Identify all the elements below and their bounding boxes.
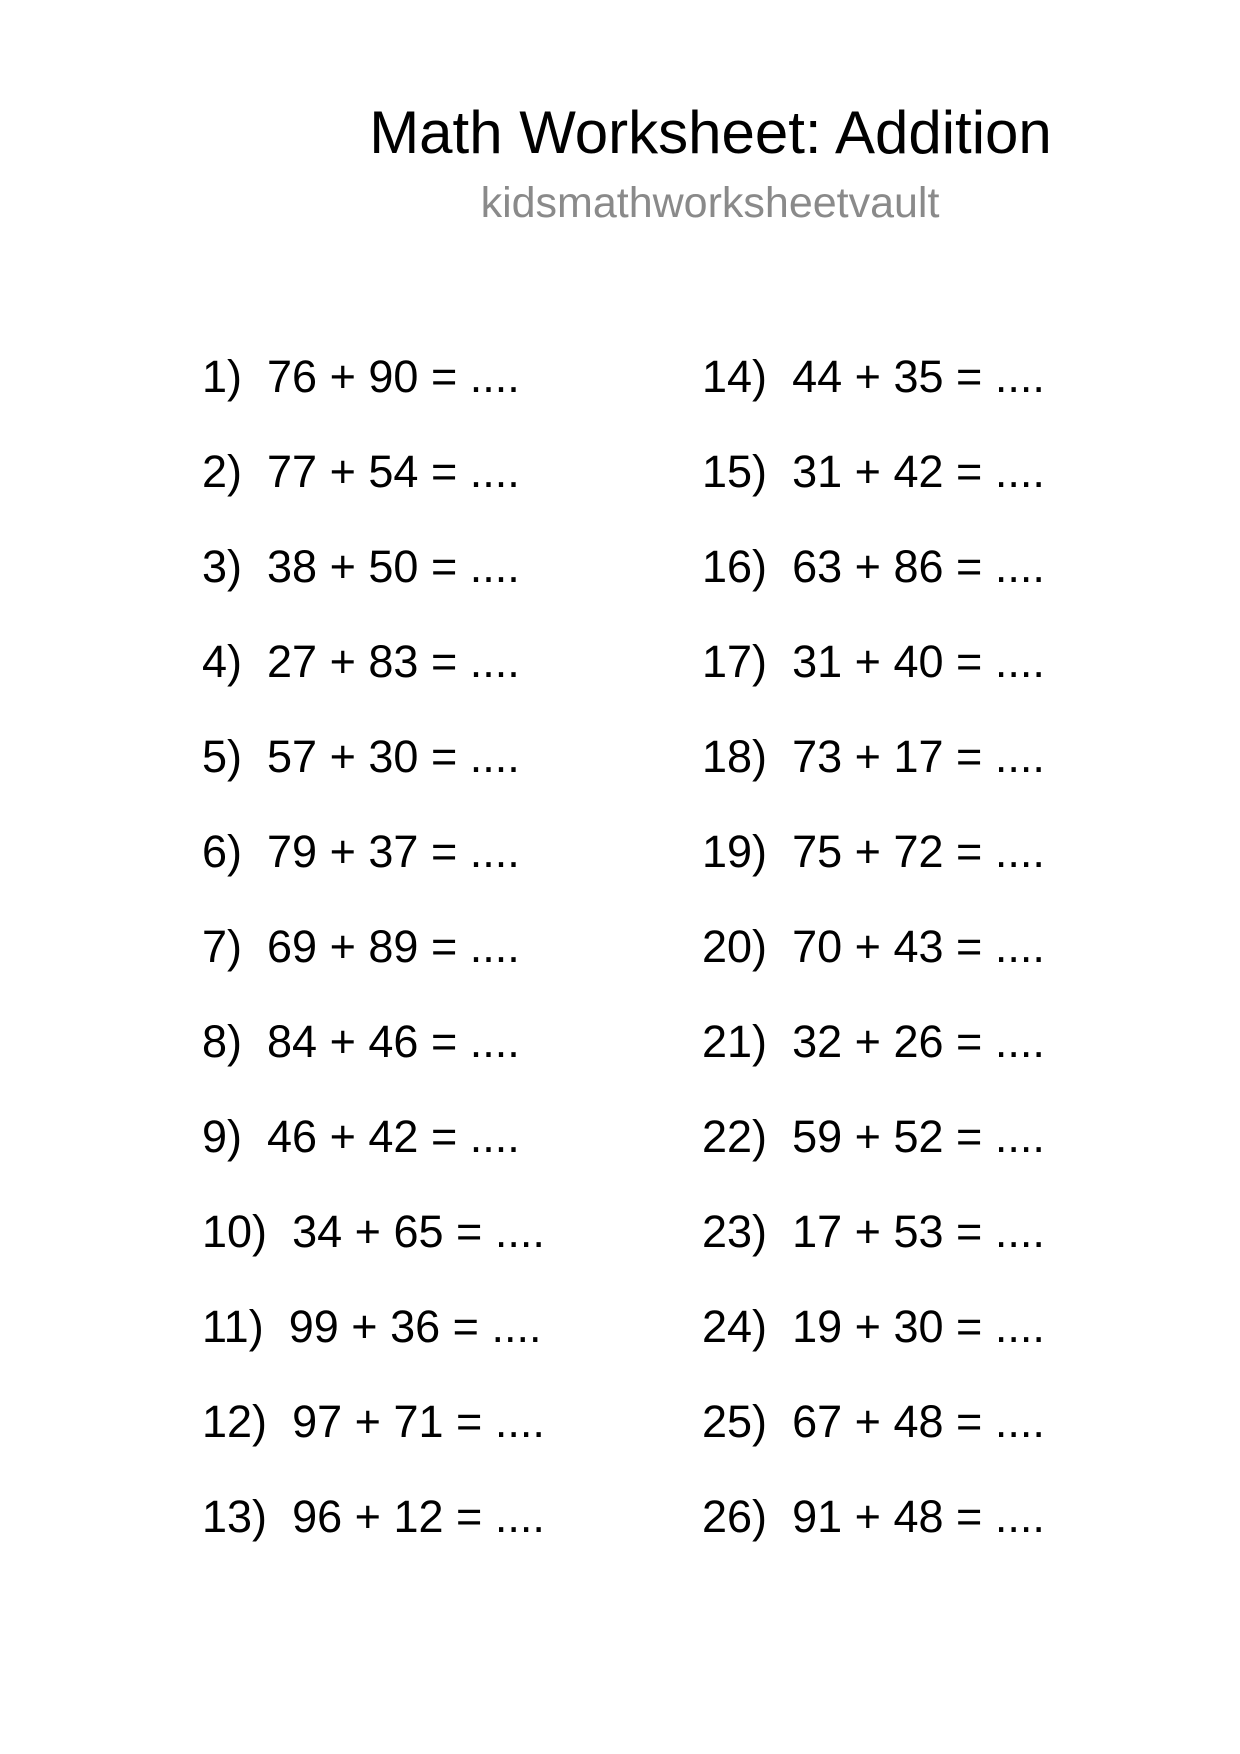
problem-operand-b: 30 — [368, 731, 419, 782]
problem-number: 12) — [202, 1396, 268, 1447]
problem-operand-b: 42 — [893, 446, 944, 497]
problem-equals: = — [430, 446, 458, 497]
problem-operator: + — [854, 1491, 881, 1542]
problem-number: 11) — [202, 1301, 264, 1352]
problem-equals: = — [956, 921, 983, 972]
problem-operand-a: 91 — [792, 1491, 843, 1542]
problem-operator: + — [854, 1396, 881, 1447]
problem-row — [702, 634, 1045, 729]
problem-row — [202, 729, 545, 824]
problem-answer-blank[interactable]: .... — [491, 1301, 542, 1352]
problem-operand-a: 63 — [792, 541, 843, 592]
problem-operand-a: 77 — [267, 446, 318, 497]
problem-answer-blank[interactable]: .... — [494, 1396, 545, 1447]
problem-answer-blank[interactable]: .... — [994, 1206, 1045, 1257]
problem-operand-a: 97 — [292, 1396, 343, 1447]
problem-operand-b: 43 — [893, 921, 944, 972]
problem-row — [702, 824, 1045, 919]
problem-answer-blank[interactable]: .... — [994, 1111, 1045, 1162]
problem-answer-blank[interactable]: .... — [494, 1491, 545, 1542]
problem-answer-blank[interactable]: .... — [994, 826, 1045, 877]
problem-equals: = — [956, 826, 983, 877]
problem-equals: = — [430, 1016, 458, 1067]
problem-operand-b: 17 — [893, 731, 944, 782]
problem-equals: = — [430, 921, 458, 972]
problem-row — [702, 1204, 1045, 1299]
problem-equals: = — [956, 1396, 983, 1447]
problem-number: 26) — [702, 1491, 768, 1542]
problem-row — [702, 1014, 1045, 1109]
problem-equals: = — [956, 1491, 983, 1542]
problem-operand-b: 83 — [368, 636, 419, 687]
problem-operand-b: 48 — [893, 1396, 944, 1447]
problem-number: 1) — [202, 351, 243, 402]
problem-answer-blank[interactable]: .... — [469, 921, 520, 972]
problem-operand-a: 44 — [792, 351, 843, 402]
problem-row — [702, 349, 1045, 444]
problem-operator: + — [854, 731, 881, 782]
problem-operand-a: 59 — [792, 1111, 843, 1162]
problem-answer-blank[interactable]: .... — [469, 826, 520, 877]
problem-operator: + — [854, 1016, 881, 1067]
problem-answer-blank[interactable]: .... — [994, 921, 1045, 972]
problem-equals: = — [956, 731, 983, 782]
problem-operand-a: 67 — [792, 1396, 843, 1447]
problem-row — [202, 1299, 545, 1394]
problem-row — [202, 349, 545, 444]
problem-equals: = — [956, 351, 983, 402]
problem-operand-a: 57 — [267, 731, 318, 782]
problem-operand-a: 34 — [292, 1206, 343, 1257]
problem-number: 6) — [202, 826, 243, 877]
problem-operand-b: 30 — [893, 1301, 944, 1352]
problem-row — [202, 444, 545, 539]
problem-answer-blank[interactable]: .... — [994, 1301, 1045, 1352]
problem-operator: + — [329, 731, 356, 782]
problem-number: 18) — [702, 731, 768, 782]
problem-operand-b: 65 — [393, 1206, 444, 1257]
problem-operator: + — [854, 826, 881, 877]
problem-operand-b: 40 — [893, 636, 944, 687]
problem-number: 15) — [702, 446, 768, 497]
problem-answer-blank[interactable]: .... — [469, 1111, 520, 1162]
problem-operator: + — [329, 1016, 356, 1067]
problem-equals: = — [456, 1396, 483, 1447]
problem-number: 5) — [202, 731, 243, 782]
problem-operator: + — [329, 541, 356, 592]
problem-operator: + — [854, 541, 881, 592]
problem-equals: = — [430, 636, 458, 687]
problem-number: 10) — [202, 1206, 268, 1257]
problem-row — [702, 919, 1045, 1014]
problem-row — [702, 1109, 1045, 1204]
problem-answer-blank[interactable]: .... — [994, 1491, 1045, 1542]
problem-equals: = — [956, 1301, 983, 1352]
problem-equals: = — [452, 1301, 479, 1352]
problem-row — [202, 824, 545, 919]
problem-equals: = — [956, 1016, 983, 1067]
problem-number: 7) — [202, 921, 243, 972]
problem-operator: + — [854, 1111, 881, 1162]
problem-operator: + — [329, 826, 356, 877]
problem-operand-b: 48 — [893, 1491, 944, 1542]
problem-number: 17) — [702, 636, 768, 687]
problem-operand-b: 90 — [368, 351, 419, 402]
problem-row — [202, 919, 545, 1014]
problem-operand-b: 53 — [893, 1206, 944, 1257]
problem-operand-a: 38 — [267, 541, 318, 592]
problem-operand-a: 76 — [267, 351, 318, 402]
problem-answer-blank[interactable]: .... — [994, 541, 1045, 592]
problem-equals: = — [430, 1111, 458, 1162]
problem-operand-b: 37 — [368, 826, 419, 877]
problem-column-right — [702, 349, 1045, 1584]
problem-equals: = — [456, 1491, 483, 1542]
problem-operator: + — [854, 921, 881, 972]
problem-operand-a: 19 — [792, 1301, 843, 1352]
problem-number: 3) — [202, 541, 243, 592]
problem-answer-blank[interactable]: .... — [994, 351, 1045, 402]
problem-equals: = — [430, 731, 458, 782]
problem-operand-b: 12 — [393, 1491, 444, 1542]
problem-number: 4) — [202, 636, 243, 687]
problem-answer-blank[interactable]: .... — [469, 636, 520, 687]
problem-operand-a: 70 — [792, 921, 843, 972]
problem-equals: = — [956, 446, 983, 497]
problem-operand-b: 72 — [893, 826, 944, 877]
problem-operator: + — [854, 1301, 881, 1352]
problem-equals: = — [956, 541, 983, 592]
problem-answer-blank[interactable]: .... — [469, 541, 520, 592]
problem-operand-b: 71 — [393, 1396, 444, 1447]
problem-equals: = — [430, 826, 458, 877]
problem-number: 23) — [702, 1206, 768, 1257]
problem-row — [202, 539, 545, 634]
problem-number: 13) — [202, 1491, 268, 1542]
problem-operand-a: 73 — [792, 731, 843, 782]
problem-operand-a: 32 — [792, 1016, 843, 1067]
problem-operand-a: 84 — [267, 1016, 318, 1067]
problem-operand-b: 46 — [368, 1016, 419, 1067]
problem-number: 25) — [702, 1396, 768, 1447]
problem-operator: + — [329, 351, 356, 402]
problem-answer-blank[interactable]: .... — [994, 446, 1045, 497]
problem-operand-a: 96 — [292, 1491, 343, 1542]
problem-number: 21) — [702, 1016, 768, 1067]
problem-answer-blank[interactable]: .... — [994, 731, 1045, 782]
problem-row — [202, 1014, 545, 1109]
problem-equals: = — [456, 1206, 483, 1257]
problem-operator: + — [854, 351, 881, 402]
problem-row — [702, 1394, 1045, 1489]
problem-operand-a: 75 — [792, 826, 843, 877]
problem-operand-b: 50 — [368, 541, 419, 592]
problem-number: 24) — [702, 1301, 768, 1352]
problem-operand-b: 52 — [893, 1111, 944, 1162]
problem-answer-blank[interactable]: .... — [994, 636, 1045, 687]
problem-answer-blank[interactable]: .... — [469, 1016, 520, 1067]
problem-operand-a: 46 — [267, 1111, 318, 1162]
problem-operand-a: 69 — [267, 921, 318, 972]
problem-operator: + — [354, 1206, 381, 1257]
problem-operator: + — [854, 446, 881, 497]
problem-row — [202, 1489, 545, 1584]
problem-row — [202, 1394, 545, 1489]
problem-row — [702, 539, 1045, 634]
worksheet-subtitle: kidsmathworksheetvault — [480, 179, 940, 227]
problem-operand-b: 86 — [893, 541, 944, 592]
problem-operand-b: 89 — [368, 921, 419, 972]
problem-number: 14) — [702, 351, 768, 402]
problem-column-left — [202, 349, 545, 1584]
problem-answer-blank[interactable]: .... — [994, 1396, 1045, 1447]
problem-equals: = — [956, 636, 983, 687]
problem-operand-b: 26 — [893, 1016, 944, 1067]
problem-answer-blank[interactable]: .... — [469, 731, 520, 782]
problem-row — [202, 1204, 545, 1299]
problem-number: 20) — [702, 921, 768, 972]
problem-answer-blank[interactable]: .... — [994, 1016, 1045, 1067]
problem-operand-a: 99 — [288, 1301, 339, 1352]
problem-row — [702, 444, 1045, 539]
problem-number: 8) — [202, 1016, 243, 1067]
problem-operand-b: 42 — [368, 1111, 419, 1162]
problem-operand-a: 31 — [792, 636, 843, 687]
problem-number: 22) — [702, 1111, 768, 1162]
problem-operand-a: 79 — [267, 826, 318, 877]
problem-operator: + — [854, 1206, 881, 1257]
problem-answer-blank[interactable]: .... — [494, 1206, 545, 1257]
problem-equals: = — [956, 1206, 983, 1257]
problem-number: 2) — [202, 446, 243, 497]
problem-equals: = — [430, 541, 458, 592]
problem-answer-blank[interactable]: .... — [469, 446, 520, 497]
problem-operand-a: 17 — [792, 1206, 843, 1257]
problem-number: 16) — [702, 541, 768, 592]
problem-operator: + — [329, 636, 356, 687]
problem-operator: + — [329, 1111, 356, 1162]
problem-row — [702, 1489, 1045, 1584]
problem-equals: = — [430, 351, 458, 402]
problem-answer-blank[interactable]: .... — [469, 351, 520, 402]
problem-operator: + — [329, 446, 356, 497]
problem-number: 9) — [202, 1111, 243, 1162]
problem-row — [702, 1299, 1045, 1394]
worksheet-title: Math Worksheet: Addition — [369, 99, 1052, 166]
problem-operand-a: 31 — [792, 446, 843, 497]
problem-operator: + — [329, 921, 356, 972]
problem-number: 19) — [702, 826, 768, 877]
problem-row — [702, 729, 1045, 824]
problem-equals: = — [956, 1111, 983, 1162]
problem-operator: + — [854, 636, 881, 687]
problem-operator: + — [354, 1396, 381, 1447]
problem-operand-b: 54 — [368, 446, 419, 497]
problem-operator: + — [351, 1301, 378, 1352]
problem-operand-a: 27 — [267, 636, 318, 687]
problem-row — [202, 634, 545, 729]
problem-operator: + — [354, 1491, 381, 1542]
problem-operand-b: 36 — [390, 1301, 441, 1352]
problem-operand-b: 35 — [893, 351, 944, 402]
problem-row — [202, 1109, 545, 1204]
